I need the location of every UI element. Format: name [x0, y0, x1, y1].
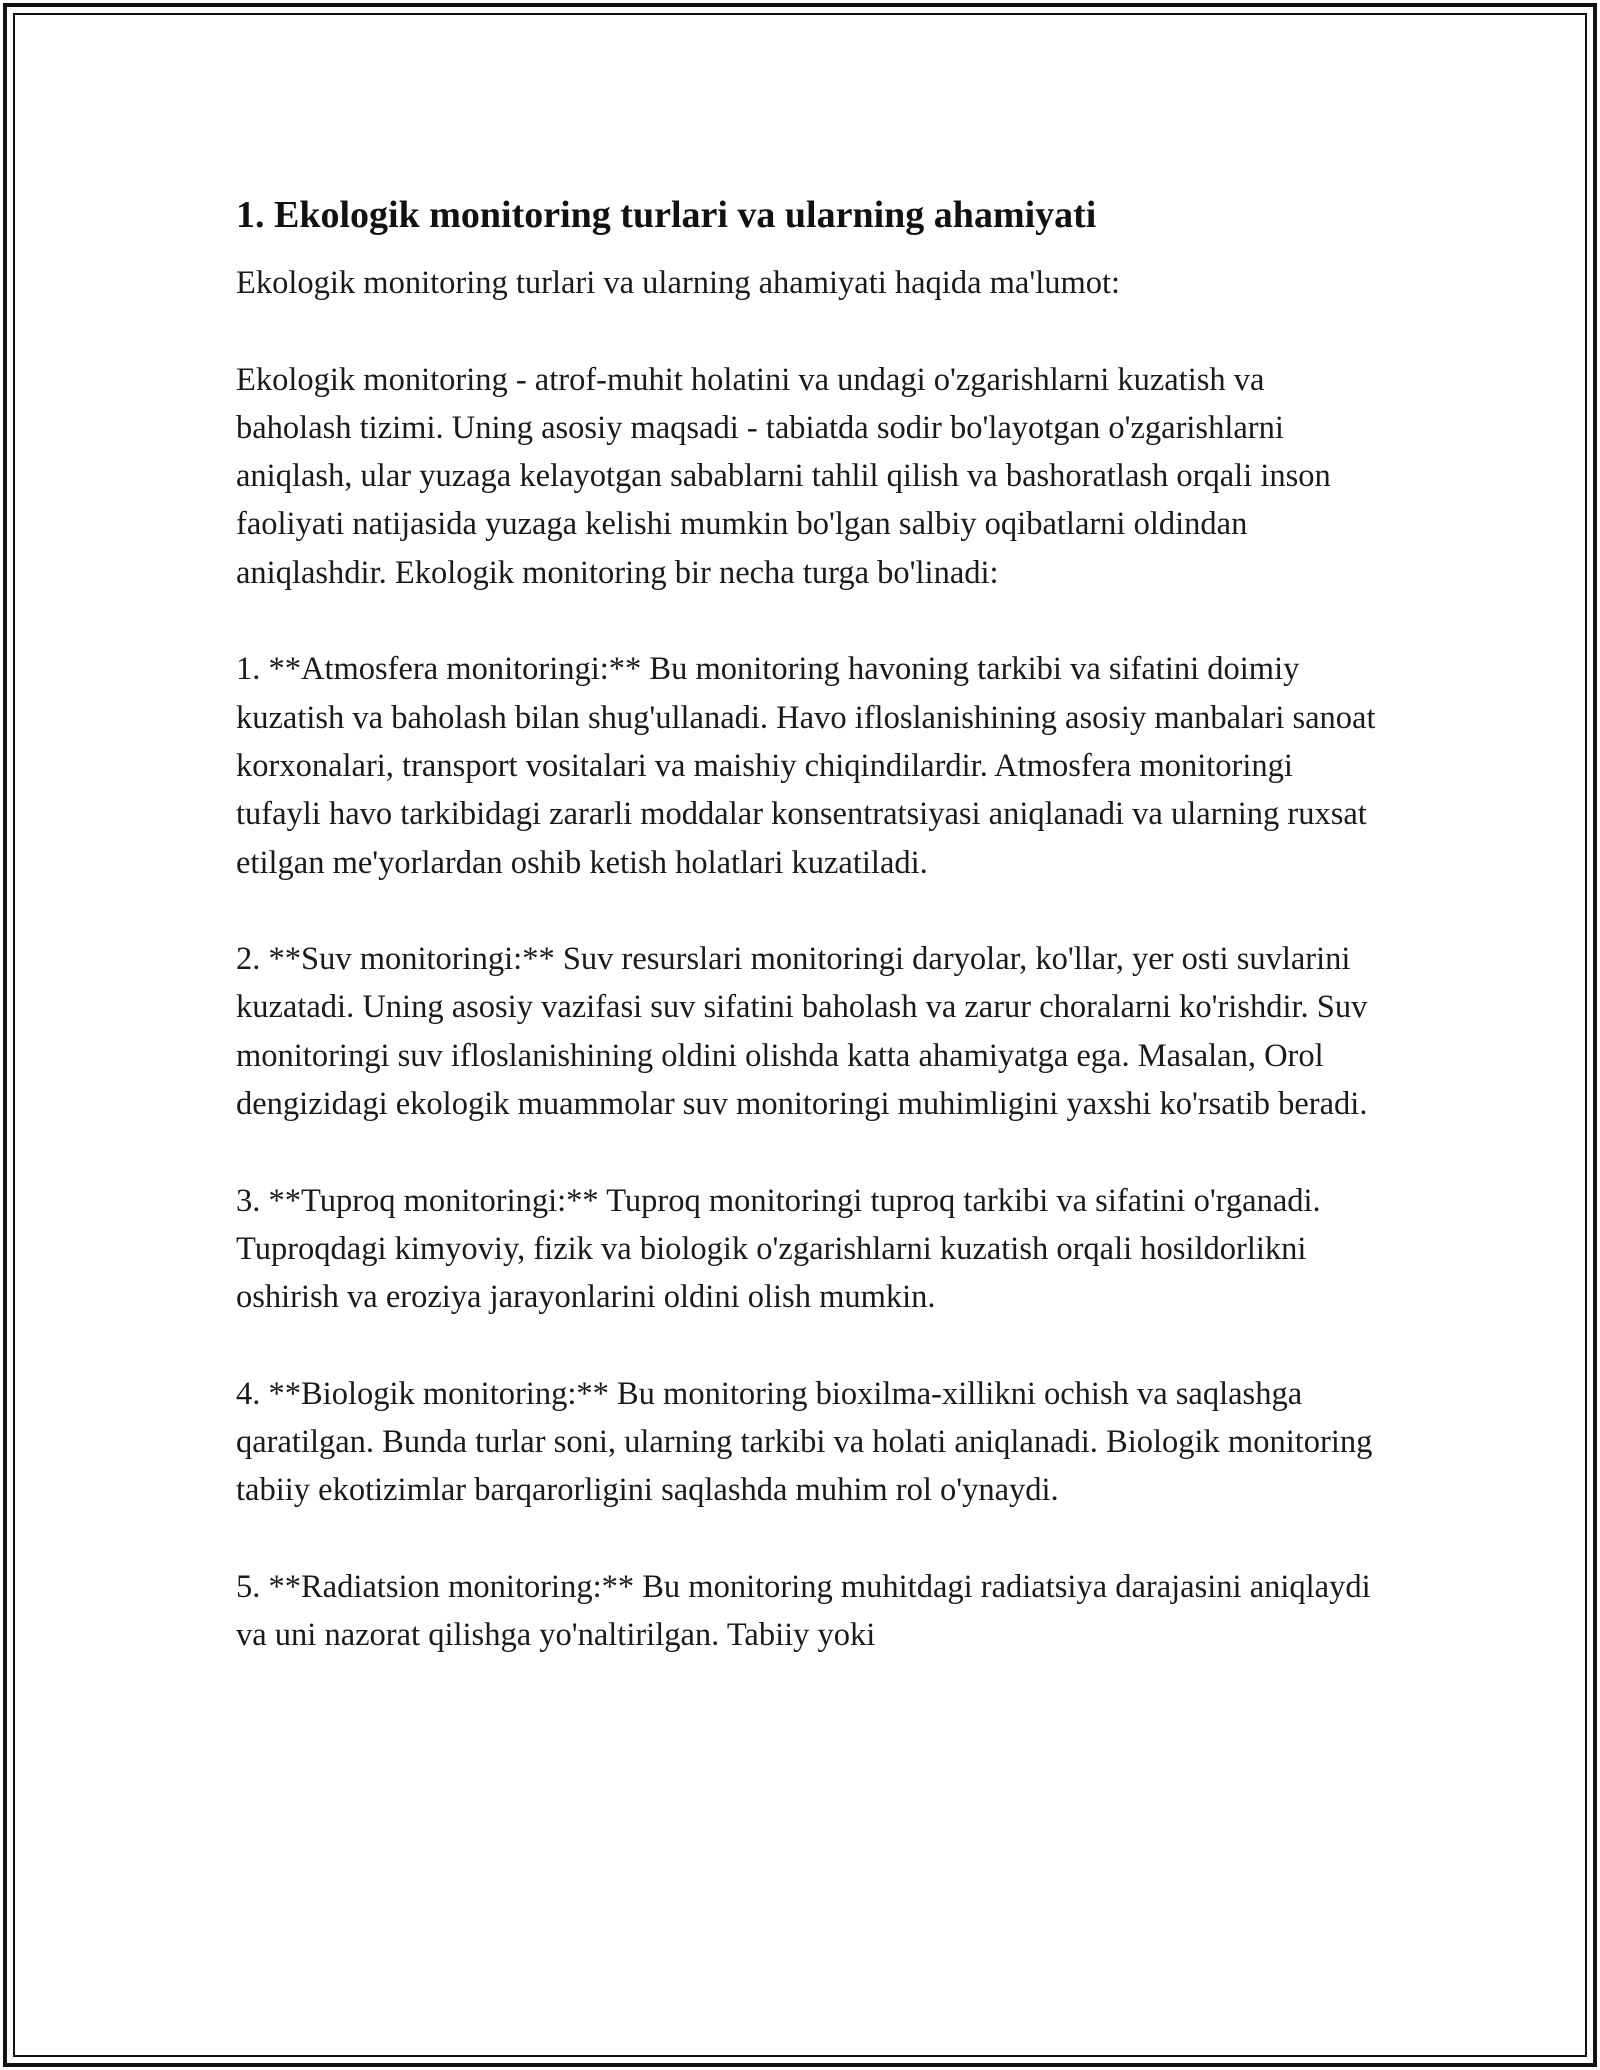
water-monitoring-paragraph: 2. **Suv monitoringi:** Suv resurslari monitoringi daryolar, ko'llar, yer osti suvlarini kuzatadi. Uning asosiy vazifasi suv sifatini baholash va zarur choralarni ko'rishdir. Suv monitoringi suv ifloslanishining oldini olishda katta ahamiyatga ega. Masalan, Orol dengizidagi ekologik muammolar suv monitoringi muhimligini yaxshi ko'rsatib beradi. — [236, 941, 1368, 1123]
page-title: 1. Ekologik monitoring turlari va ularning ahamiyati — [236, 194, 1097, 236]
soil-monitoring-paragraph: 3. **Tuproq monitoringi:** Tuproq monitoringi tuproq tarkibi va sifatini o'rganadi. Tuproqdagi kimyoviy, fizik va biologik o'zgarishlarni kuzatish orqali hosildorlikni oshirish va eroziya jarayonlarini oldini olish mumkin. — [236, 1182, 1321, 1316]
biological-monitoring-paragraph: 4. **Biologik monitoring:** Bu monitoring bioxilma-xillikni ochish va saqlashga qaratilgan. Bunda turlar soni, ularning tarkibi va holati aniqlanadi. Biologik monitoring tabiiy ekotizimlar barqarorligini saqlashda muhim rol o'ynaydi. — [236, 1375, 1373, 1509]
atmosphere-monitoring-paragraph: 1. **Atmosfera monitoringi:** Bu monitoring havoning tarkibi va sifatini doimiy kuzatish va baholash bilan shug'ullanadi. Havo ifloslanishining asosiy manbalari sanoat korxonalari, transport vositalari va maishiy chiqindilardir. Atmosfera monitoringi tufayli havo tarkibidagi zararli moddalar konsentratsiyasi aniqlanadi va ularning ruxsat etilgan me'yorlardan oshib ketish holatlari kuzatiladi. — [236, 651, 1376, 881]
radiation-monitoring-paragraph: 5. **Radiatsion monitoring:** Bu monitoring muhitdagi radiatsiya darajasini aniqlaydi va uni nazorat qilishga yo'naltirilgan. Tabiiy yoki — [236, 1569, 1371, 1654]
document-body — [236, 183, 1376, 1660]
intro-paragraph: Ekologik monitoring turlari va ularning ahamiyati haqida ma'lumot: — [236, 265, 1121, 301]
definition-paragraph: Ekologik monitoring - atrof-muhit holatini va undagi o'zgarishlarni kuzatish va baholash tizimi. Uning asosiy maqsadi - tabiatda sodir bo'layotgan o'zgarishlarni aniqlash, ular yuzaga kelayotgan sabablarni tahlil qilish va bashoratlash orqali inson faoliyati natijasida yuzaga kelishi mumkin bo'lgan salbiy oqibatlarni oldindan aniqlashdir. Ekologik monitoring bir necha turga bo'linadi: — [236, 361, 1331, 591]
